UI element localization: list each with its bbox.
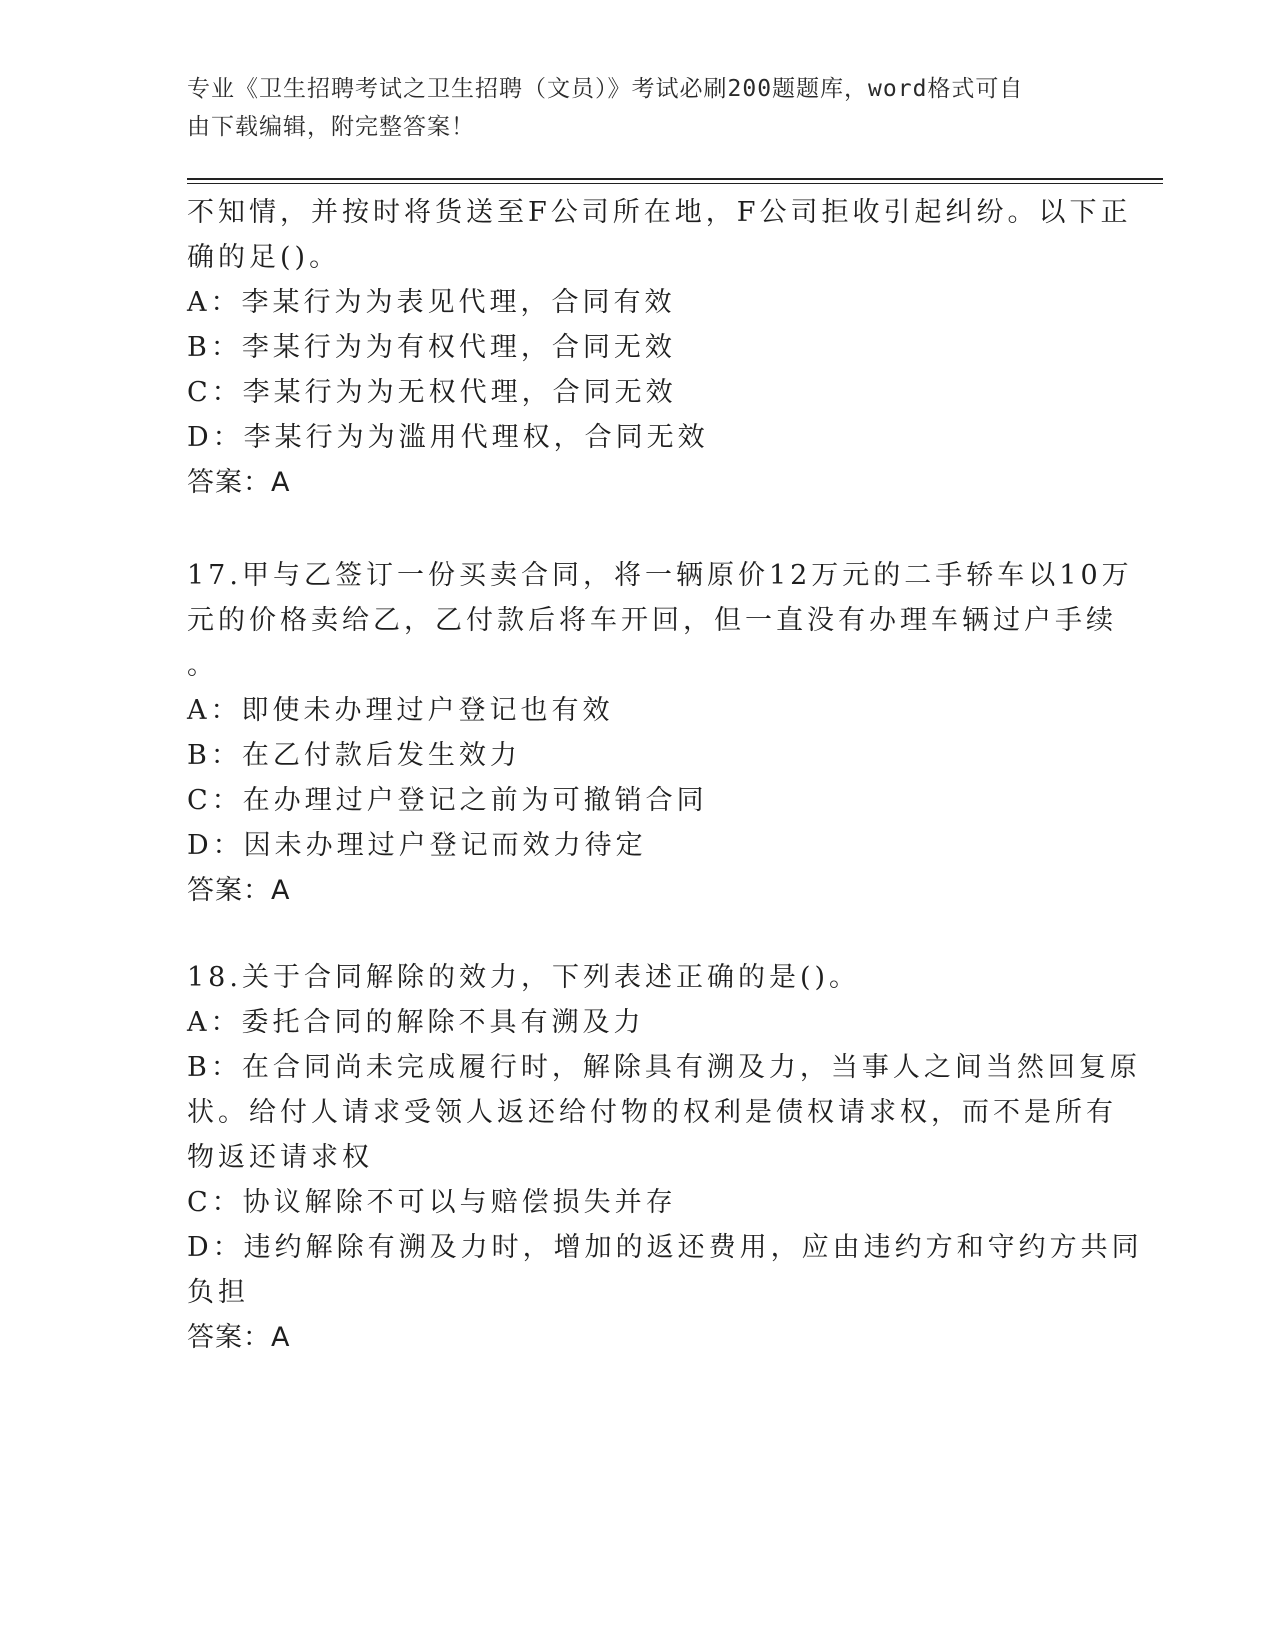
option-b: B：在合同尚未完成履行时，解除具有溯及力，当事人之间当然回复原	[187, 1052, 1141, 1083]
header-line-2: 由下载编辑，附完整答案！	[187, 114, 475, 140]
question-16	[187, 190, 1132, 505]
option-c: C：在办理过户登记之前为可撤销合同	[187, 785, 708, 816]
option-b: B：李某行为为有权代理，合同无效	[187, 332, 676, 363]
option-d: D：因未办理过户登记而效力待定	[187, 830, 647, 861]
question-18	[187, 955, 1143, 1360]
option-b-continued: 物返还请求权	[187, 1142, 373, 1173]
question-text-line: 。	[187, 650, 218, 681]
option-a: A：李某行为为表见代理，合同有效	[187, 287, 676, 318]
answer: 答案：A	[187, 1322, 291, 1353]
answer: 答案：A	[187, 875, 291, 906]
question-text-line: 17.甲与乙签订一份买卖合同，将一辆原价12万元的二手轿车以10万	[187, 560, 1133, 591]
answer: 答案：A	[187, 467, 291, 498]
option-c: C：李某行为为无权代理，合同无效	[187, 377, 677, 408]
option-c: C：协议解除不可以与赔偿损失并存	[187, 1187, 677, 1218]
spacer	[187, 913, 1087, 955]
option-d-continued: 负担	[187, 1277, 249, 1308]
option-a: A：委托合同的解除不具有溯及力	[187, 1007, 645, 1038]
option-b: B：在乙付款后发生效力	[187, 740, 521, 771]
question-text-line: 元的价格卖给乙，乙付款后将车开回，但一直没有办理车辆过户手续	[187, 605, 1117, 636]
option-d: D：违约解除有溯及力时，增加的返还费用，应由违约方和守约方共同	[187, 1232, 1143, 1263]
question-text-line: 不知情，并按时将货送至F公司所在地，F公司拒收引起纠纷。以下正	[187, 197, 1132, 228]
question-list	[187, 190, 1143, 1360]
option-d: D：李某行为为滥用代理权，合同无效	[187, 422, 709, 453]
document-header	[187, 70, 1087, 146]
question-text-line: 确的足()。	[187, 242, 341, 273]
header-divider-thin	[187, 183, 1163, 184]
question-text-line: 18.关于合同解除的效力，下列表述正确的是()。	[187, 962, 861, 993]
header-divider-thick	[187, 178, 1163, 180]
option-a: A：即使未办理过户登记也有效	[187, 695, 614, 726]
option-b-continued: 状。给付人请求受领人返还给付物的权利是债权请求权，而不是所有	[187, 1097, 1117, 1128]
header-line-1: 专业《卫生招聘考试之卫生招聘（文员）》考试必刷200题题库，word格式可自	[187, 76, 1024, 102]
question-17	[187, 553, 1133, 913]
spacer	[187, 505, 1087, 553]
